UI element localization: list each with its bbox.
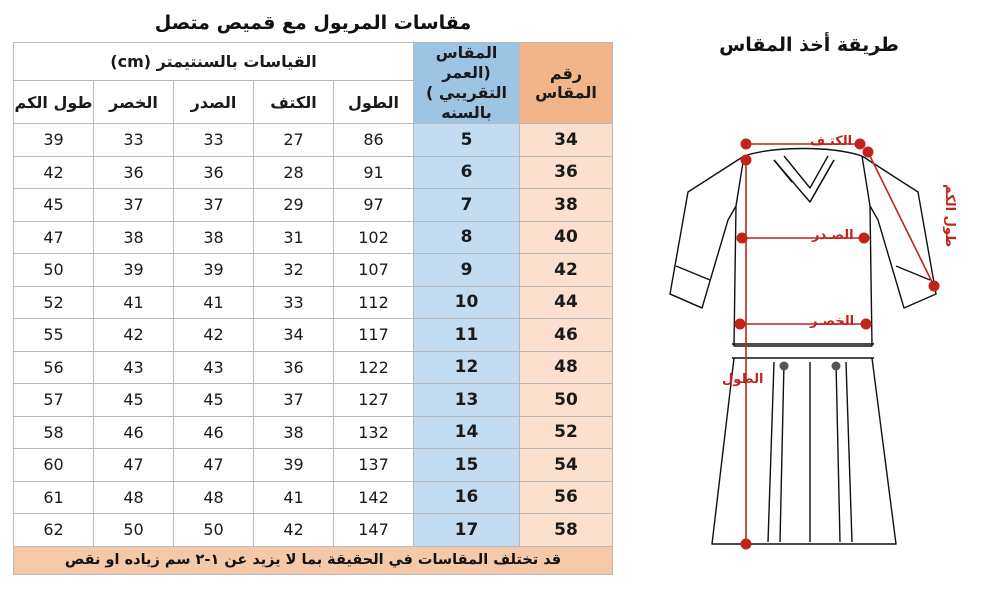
cell-length: 122 (334, 351, 414, 384)
cell-age: 13 (414, 384, 520, 417)
cell-length: 91 (334, 156, 414, 189)
cell-age: 14 (414, 416, 520, 449)
cell-age: 8 (414, 221, 520, 254)
table-row (14, 384, 613, 417)
col-header-age-line3: بالسنه (441, 103, 492, 122)
size-chart-panel (8, 8, 618, 581)
cell-length: 137 (334, 449, 414, 482)
label-chest: الصـدر (812, 228, 854, 243)
cell-waist: 48 (94, 481, 174, 514)
cell-age: 12 (414, 351, 520, 384)
table-body (14, 124, 613, 547)
cell-waist: 47 (94, 449, 174, 482)
cell-waist: 42 (94, 319, 174, 352)
cell-size: 58 (520, 514, 613, 547)
table-header (14, 43, 613, 124)
cell-shoulder: 28 (254, 156, 334, 189)
cell-length: 86 (334, 124, 414, 157)
table-footnote: قد تختلف المقاسات في الحقيقة بما لا يزيد عن ١-٢ سم زياده او نقص (13, 547, 613, 575)
cell-size: 34 (520, 124, 613, 157)
cell-sleeve: 57 (14, 384, 94, 417)
cell-chest: 38 (174, 221, 254, 254)
cell-waist: 39 (94, 254, 174, 287)
cell-chest: 50 (174, 514, 254, 547)
cell-length: 127 (334, 384, 414, 417)
diagram-title: طريقة أخذ المقاس (719, 34, 899, 56)
cell-chest: 39 (174, 254, 254, 287)
cell-length: 142 (334, 481, 414, 514)
cell-chest: 46 (174, 416, 254, 449)
size-table (13, 42, 613, 547)
cell-size: 40 (520, 221, 613, 254)
cell-chest: 45 (174, 384, 254, 417)
cell-shoulder: 39 (254, 449, 334, 482)
cell-shoulder: 41 (254, 481, 334, 514)
cell-waist: 33 (94, 124, 174, 157)
cell-age: 15 (414, 449, 520, 482)
garment-illustration-svg (624, 56, 994, 566)
cell-shoulder: 37 (254, 384, 334, 417)
cell-sleeve: 58 (14, 416, 94, 449)
page-title: مقاسات المريول مع قميص متصل (154, 12, 472, 34)
cell-shoulder: 34 (254, 319, 334, 352)
table-row (14, 481, 613, 514)
cell-chest: 33 (174, 124, 254, 157)
cell-waist: 43 (94, 351, 174, 384)
label-waist: الخصـر (810, 314, 855, 329)
cell-size: 54 (520, 449, 613, 482)
table-row (14, 124, 613, 157)
col-header-length: الطول (334, 81, 414, 124)
cell-length: 102 (334, 221, 414, 254)
table-row (14, 189, 613, 222)
cell-waist: 41 (94, 286, 174, 319)
cell-length: 107 (334, 254, 414, 287)
cell-shoulder: 38 (254, 416, 334, 449)
cell-size: 44 (520, 286, 613, 319)
cell-sleeve: 39 (14, 124, 94, 157)
cell-chest: 43 (174, 351, 254, 384)
cell-sleeve: 52 (14, 286, 94, 319)
cell-sleeve: 56 (14, 351, 94, 384)
cell-chest: 37 (174, 189, 254, 222)
cell-sleeve: 50 (14, 254, 94, 287)
table-row (14, 449, 613, 482)
table-row (14, 254, 613, 287)
cell-chest: 41 (174, 286, 254, 319)
cell-sleeve: 45 (14, 189, 94, 222)
cell-waist: 45 (94, 384, 174, 417)
col-header-age (414, 43, 520, 124)
cell-length: 112 (334, 286, 414, 319)
table-row (14, 351, 613, 384)
table-row (14, 156, 613, 189)
cell-size: 42 (520, 254, 613, 287)
table-row (14, 514, 613, 547)
cell-age: 9 (414, 254, 520, 287)
col-header-measurements-cm: القياسات بالسنتيمتر (cm) (14, 43, 414, 81)
cell-waist: 36 (94, 156, 174, 189)
cell-size: 50 (520, 384, 613, 417)
cell-size: 46 (520, 319, 613, 352)
col-header-age-line2: (العمر التقريبي ) (425, 63, 508, 102)
cell-chest: 42 (174, 319, 254, 352)
cell-age: 11 (414, 319, 520, 352)
cell-sleeve: 60 (14, 449, 94, 482)
cell-sleeve: 55 (14, 319, 94, 352)
table-row (14, 416, 613, 449)
cell-length: 147 (334, 514, 414, 547)
measurement-guide-panel (624, 8, 994, 581)
table-row (14, 221, 613, 254)
cell-shoulder: 32 (254, 254, 334, 287)
table-row (14, 286, 613, 319)
garment-diagram (624, 56, 994, 566)
cell-chest: 47 (174, 449, 254, 482)
cell-shoulder: 36 (254, 351, 334, 384)
cell-chest: 36 (174, 156, 254, 189)
cell-age: 10 (414, 286, 520, 319)
col-header-waist: الخصر (94, 81, 174, 124)
cell-sleeve: 62 (14, 514, 94, 547)
cell-waist: 37 (94, 189, 174, 222)
cell-shoulder: 29 (254, 189, 334, 222)
cell-age: 5 (414, 124, 520, 157)
label-length: الطول (722, 372, 764, 387)
cell-age: 6 (414, 156, 520, 189)
cell-waist: 50 (94, 514, 174, 547)
cell-shoulder: 27 (254, 124, 334, 157)
cell-shoulder: 31 (254, 221, 334, 254)
table-row (14, 319, 613, 352)
col-header-chest: الصدر (174, 81, 254, 124)
cell-age: 7 (414, 189, 520, 222)
cell-length: 132 (334, 416, 414, 449)
cell-waist: 46 (94, 416, 174, 449)
label-shoulder: الكتـف (810, 134, 853, 149)
col-header-shoulder: الكتف (254, 81, 334, 124)
cell-size: 48 (520, 351, 613, 384)
cell-waist: 38 (94, 221, 174, 254)
cell-shoulder: 42 (254, 514, 334, 547)
cell-sleeve: 47 (14, 221, 94, 254)
cell-chest: 48 (174, 481, 254, 514)
cell-age: 17 (414, 514, 520, 547)
cell-size: 52 (520, 416, 613, 449)
col-header-size-number: رقم المقاس (520, 43, 613, 124)
cell-size: 36 (520, 156, 613, 189)
label-sleeve-length: طول الكم (942, 184, 957, 248)
cell-length: 97 (334, 189, 414, 222)
cell-size: 38 (520, 189, 613, 222)
table-header-row-1 (14, 43, 613, 81)
cell-sleeve: 42 (14, 156, 94, 189)
cell-sleeve: 61 (14, 481, 94, 514)
cell-shoulder: 33 (254, 286, 334, 319)
cell-length: 117 (334, 319, 414, 352)
col-header-sleeve-length: طول الكم (14, 81, 94, 124)
cell-age: 16 (414, 481, 520, 514)
cell-size: 56 (520, 481, 613, 514)
col-header-age-line1: المقاس (435, 43, 498, 62)
